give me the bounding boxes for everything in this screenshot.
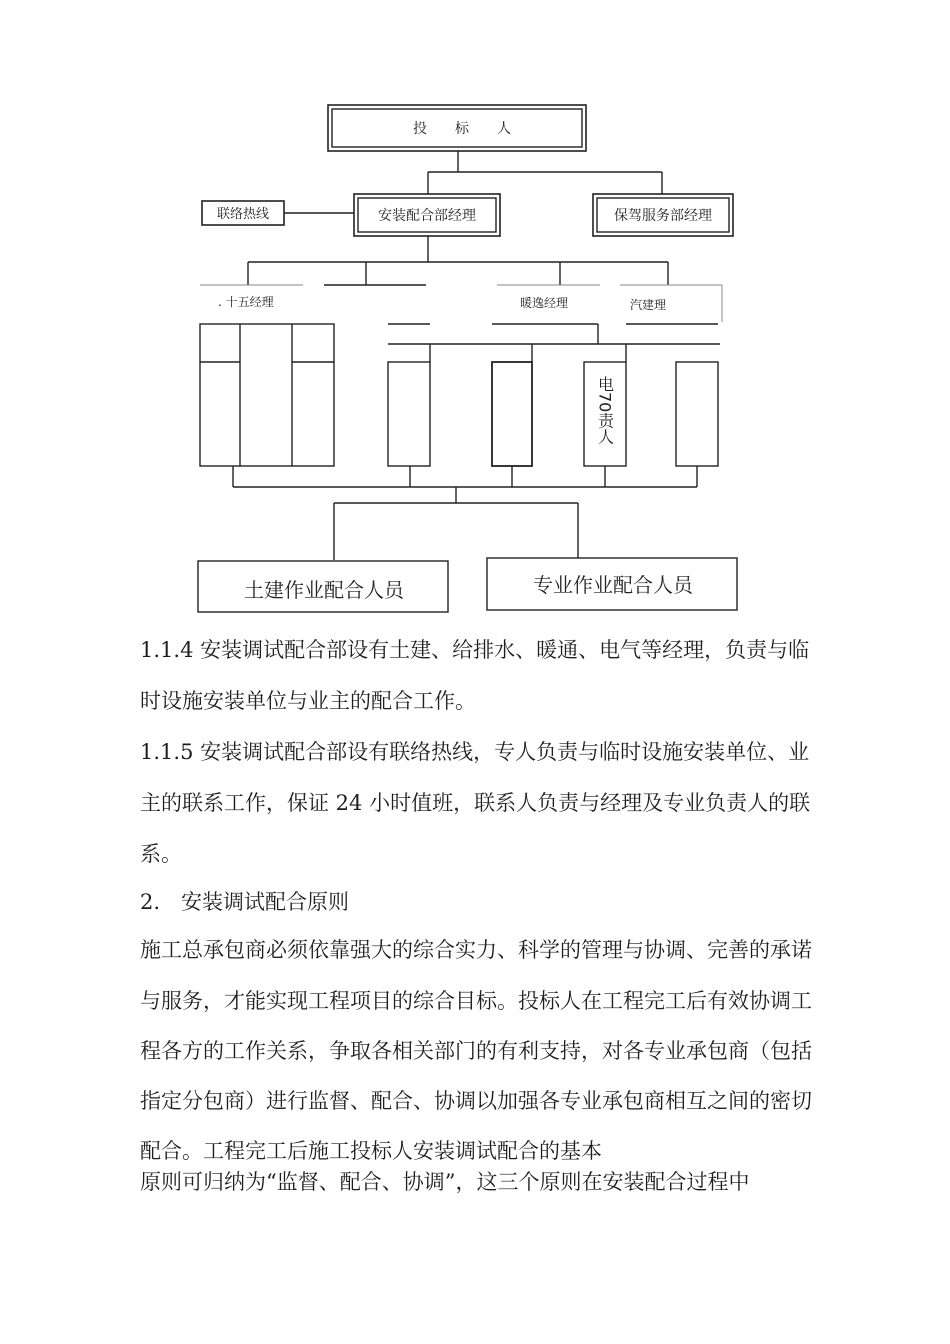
security-manager-label: 保驾服务部经理	[614, 208, 712, 224]
section-heading: 2. 安装调试配合原则	[140, 890, 350, 914]
paragraph-line: 时设施安装单位与业主的配合工作。	[140, 689, 476, 713]
paragraph-line: 1.1.4 安装调试配合部设有土建、给排水、暖通、电气等经理，负责与临	[140, 638, 810, 662]
professional-group-label: 专业作业配合人员	[533, 573, 693, 597]
paragraph-line: 1.1.5 安装调试配合部设有联络热线，专人负责与临时设施安装单位、业	[140, 740, 810, 764]
paragraph-line: 与服务，才能实现工程项目的综合目标。投标人在工程完工后有效协调工	[140, 989, 812, 1013]
paragraph-line: 原则可归纳为“监督、配合、协调”，这三个原则在安装配合过程中	[140, 1170, 750, 1194]
paragraph-line: 程各方的工作关系，争取各相关部门的有利支持，对各专业承包商（包括	[140, 1039, 812, 1063]
hotline-label: 联络热线	[216, 207, 270, 222]
dept-manager-label: 安装配合部经理	[378, 208, 476, 224]
paragraph-line: 指定分包商）进行监督、配合、协调以加强各专业承包商相互之间的密切	[140, 1089, 812, 1113]
bidder-label: 投 标 人	[413, 121, 511, 137]
column-box-4	[676, 362, 718, 466]
sub-manager-label: 汽建理	[630, 298, 667, 312]
sub-manager-label: . 十五经理	[218, 295, 274, 309]
paragraph-line: 施工总承包商必须依靠强大的综合实力、科学的管理与协调、完善的承诺	[140, 938, 812, 962]
paragraph-line: 主的联系工作，保证 24 小时值班，联系人负责与经理及专业负责人的联	[140, 791, 811, 815]
civil-group-label: 土建作业配合人员	[244, 578, 404, 602]
vertical-label: 电70责人	[595, 376, 615, 445]
org-chart	[0, 0, 950, 630]
left-column-group	[200, 324, 334, 466]
paragraph-line: 系。	[140, 842, 182, 866]
sub-manager-label: 暖逸经理	[520, 296, 569, 310]
column-box-1	[388, 362, 430, 466]
paragraph-line: 配合。工程完工后施工投标人安装调试配合的基本	[140, 1139, 602, 1163]
column-box-2	[492, 362, 532, 466]
